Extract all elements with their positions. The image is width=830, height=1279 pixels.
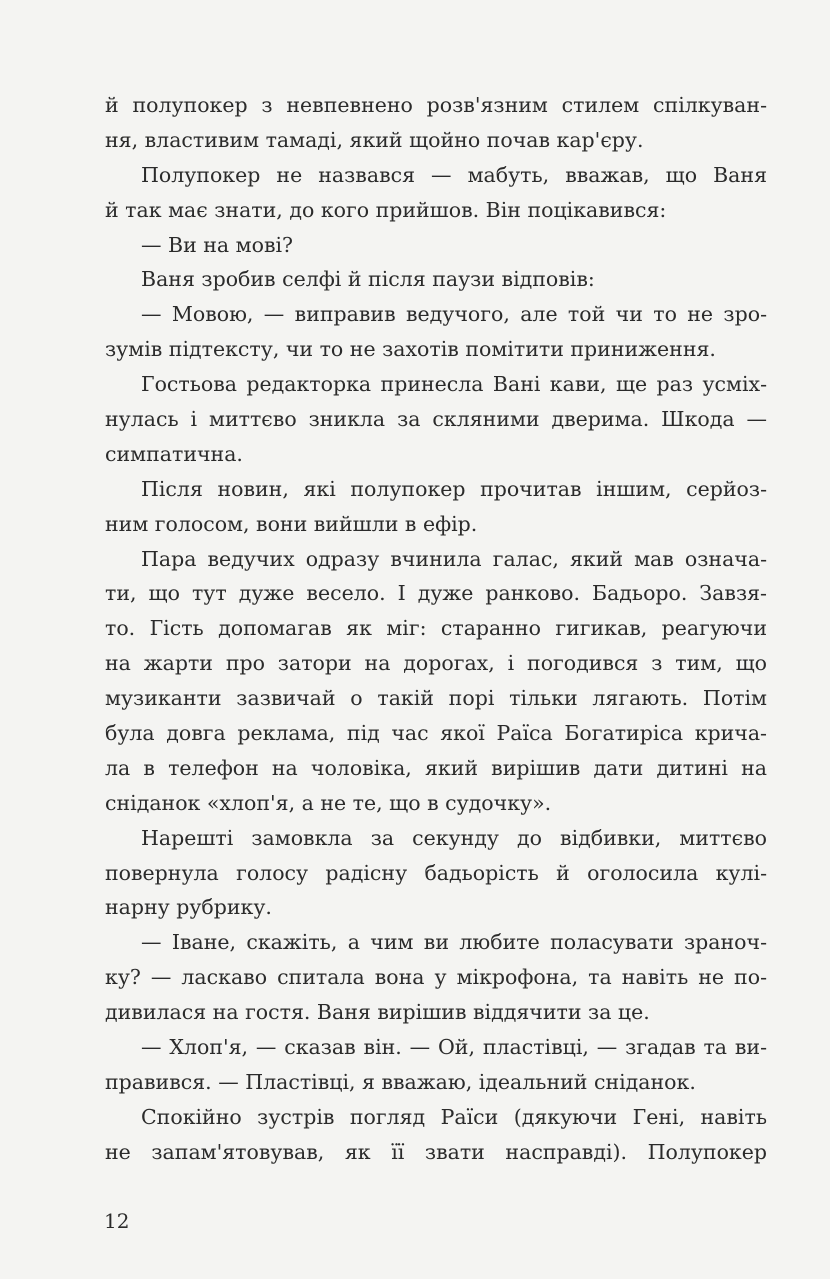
text-line: ла в телефон на чоловіка, який вирішив дати дитині на xyxy=(105,755,767,780)
text-line: зумів підтексту, чи то не захотів помітити приниження. xyxy=(105,337,716,362)
text-line: нулась і миттєво зникла за скляними дверима. Шкода — xyxy=(105,407,767,432)
text-line: Полупокер не назвався — мабуть, вважав, що Ваня xyxy=(141,162,767,187)
text-line: дивилася на гостя. Ваня вирішив віддячити за це. xyxy=(105,1000,650,1025)
text-line: — Мовою, — виправив ведучого, але той чи то не зро- xyxy=(141,302,767,327)
text-line: правився. — Пластівці, я вважаю, ідеальний сніданок. xyxy=(105,1069,696,1094)
text-line: то. Гість допомагав як міг: старанно гигикав, реагуючи xyxy=(105,616,767,641)
text-line: Гостьова редакторка принесла Вані кави, ще раз усміх- xyxy=(141,372,767,397)
text-line: Після новин, які полупокер прочитав іншим, серйоз- xyxy=(141,476,767,501)
text-line: ку? — ласкаво спитала вона у мікрофона, та навіть не по- xyxy=(105,965,767,990)
text-line: ня, властивим тамаді, який щойно почав кар'єру. xyxy=(105,127,644,152)
text-line: була довга реклама, під час якої Раїса Богатиріса крича- xyxy=(105,721,767,746)
text-line: сніданок «хлоп'я, а не те, що в судочку». xyxy=(105,790,552,815)
text-line: й так має знати, до кого прийшов. Він поцікавився: xyxy=(105,197,667,222)
page-number: 12 xyxy=(104,1209,130,1233)
text-line: не запам'ятовував, як її звати насправді). Полупокер xyxy=(105,1139,767,1164)
text-line: симпатична. xyxy=(105,441,243,466)
text-line: ти, що тут дуже весело. І дуже ранково. Бадьоро. Завзя- xyxy=(105,581,767,606)
text-line: — Іване, скажіть, а чим ви любите поласувати зраноч- xyxy=(141,930,767,955)
text-line: нарну рубрику. xyxy=(105,895,272,920)
text-line: Нарешті замовкла за секунду до відбивки, миттєво xyxy=(141,825,767,850)
text-line: — Хлоп'я, — сказав він. — Ой, пластівці, — згадав та ви- xyxy=(141,1035,767,1060)
text-line: повернула голосу радісну бадьорість й оголосила кулі- xyxy=(105,860,767,885)
text-line: на жарти про затори на дорогах, і погодився з тим, що xyxy=(105,651,767,676)
text-line: й полупокер з невпевнено розв'язним стилем спілкуван- xyxy=(105,93,767,117)
text-line: музиканти зазвичай о такій порі тільки лягають. Потім xyxy=(105,686,767,711)
text-line: Спокійно зустрів погляд Раїси (дякуючи Гені, навіть xyxy=(141,1104,767,1129)
text-line: Пара ведучих одразу вчинила галас, який мав означа- xyxy=(141,546,767,571)
text-line: — Ви на мові? xyxy=(141,232,294,257)
text-line: ним голосом, вони вийшли в ефір. xyxy=(105,511,478,536)
body-text xyxy=(105,88,767,1170)
text-line: Ваня зробив селфі й після паузи відповів: xyxy=(141,267,595,292)
